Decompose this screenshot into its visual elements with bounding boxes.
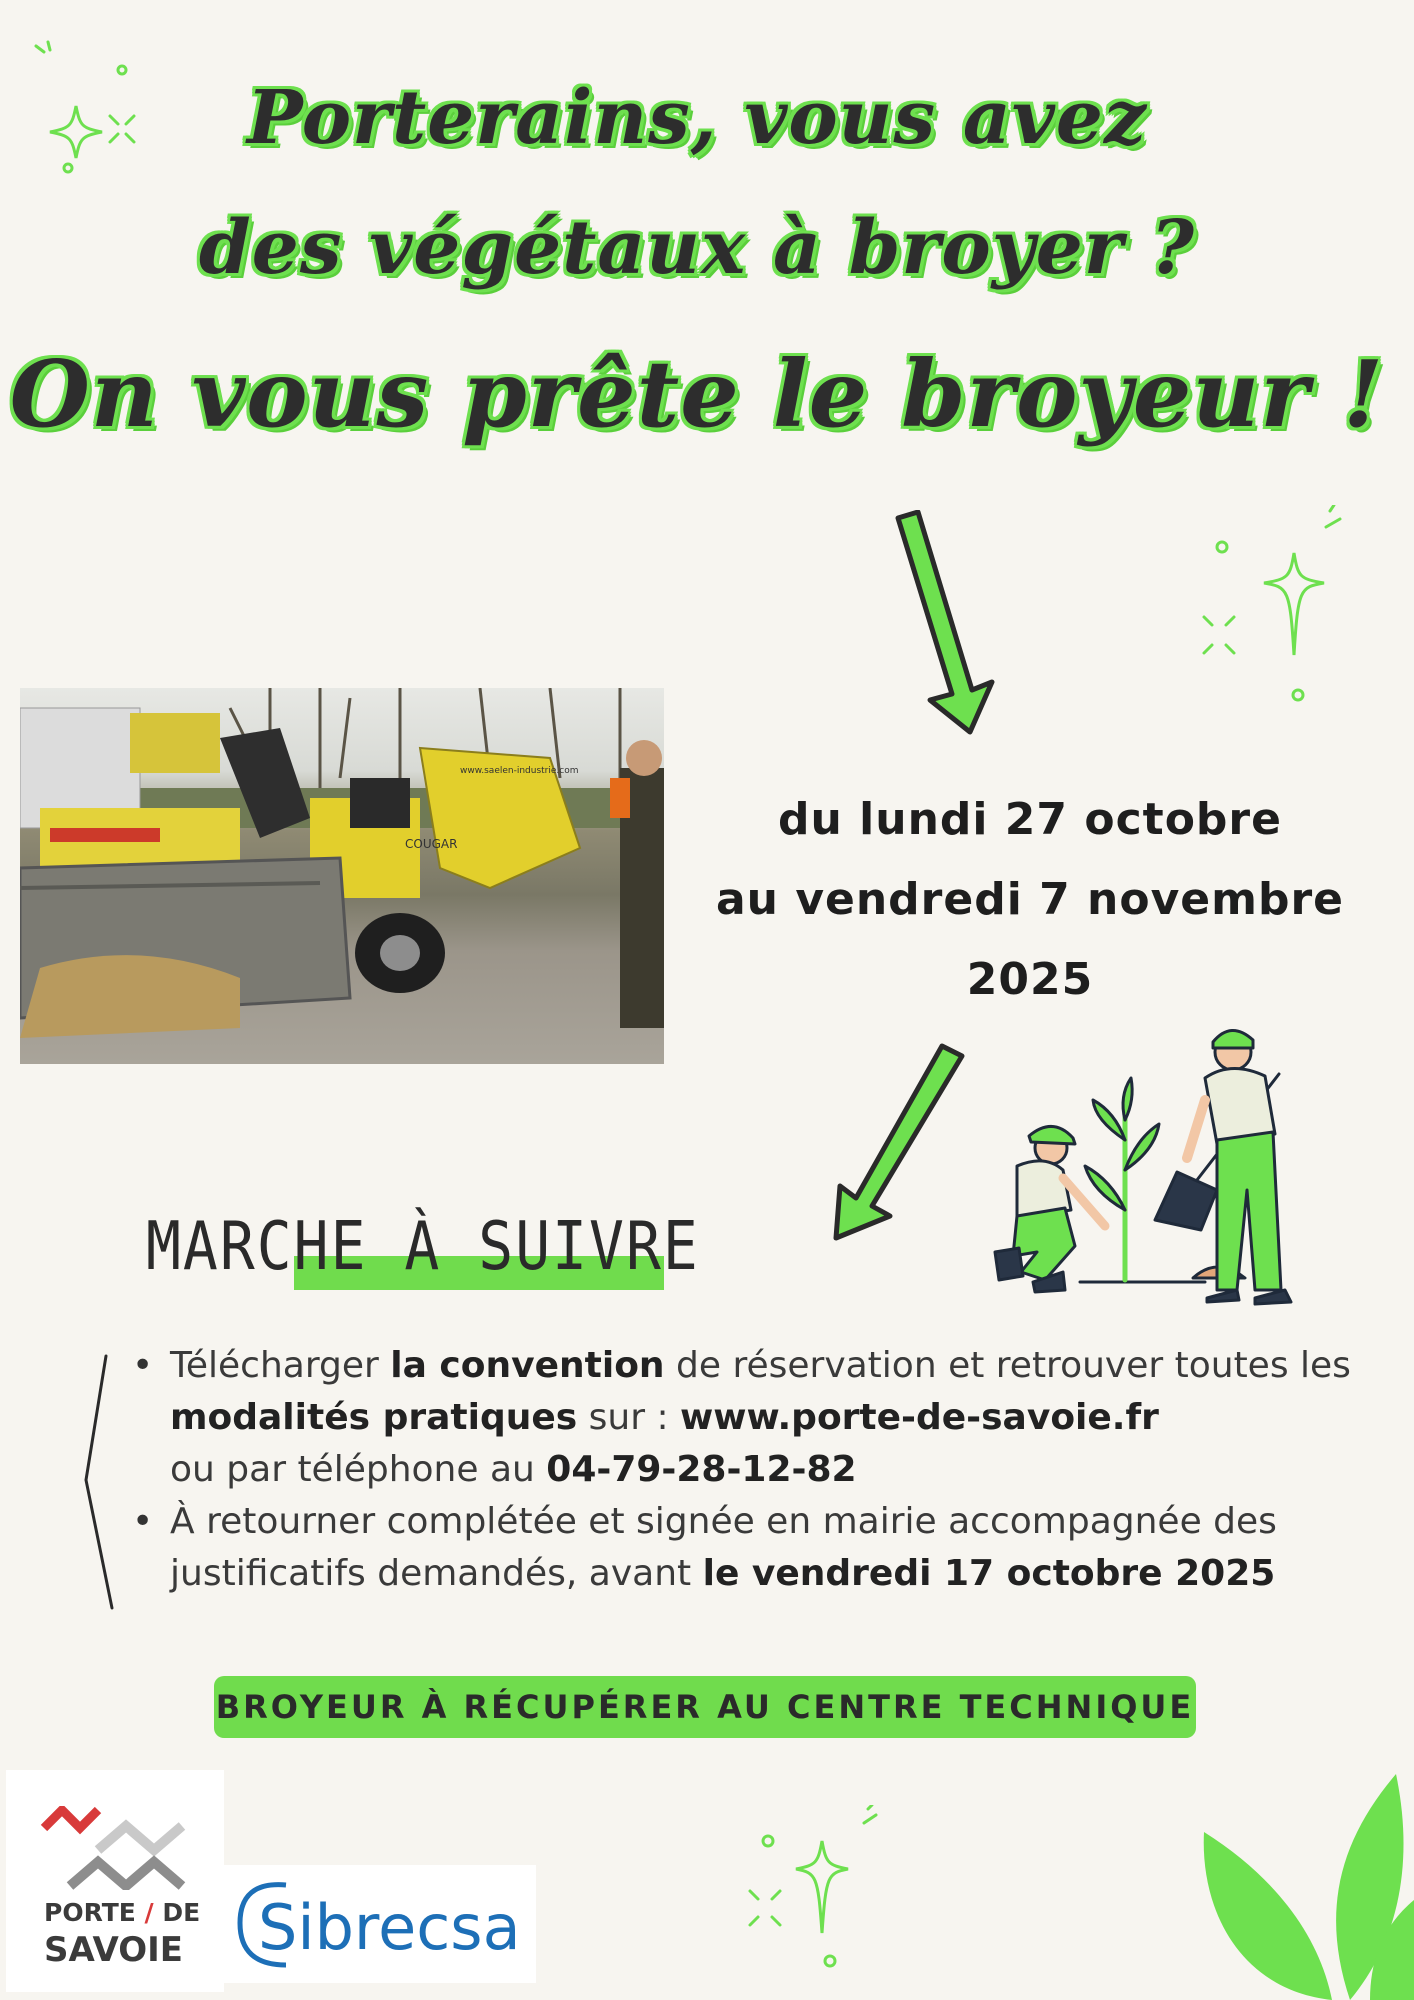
list-item: • Télécharger la convention de réservation et retrouver toutes les modalités pratiques sur : www.porte-de-savoie.fr ou par téléphone au 04-79-28-12-82	[132, 1340, 1362, 1496]
sibrecsa-wordmark: Sibrecsa	[258, 1891, 521, 1964]
instructions-list	[132, 1340, 1362, 1600]
chipper-brand: www.saelen-industrie.com	[460, 766, 579, 776]
title-line-1: Porterains, vous avez	[247, 75, 1147, 161]
logo-text-porte: PORTE	[44, 1898, 136, 1927]
logo-text-savoie: SAVOIE	[44, 1930, 183, 1970]
porte-de-savoie-emblem	[40, 1806, 200, 1890]
date-line-3: 2025	[966, 954, 1094, 1005]
date-line-1: du lundi 27 octobre	[778, 794, 1282, 845]
porte-de-savoie-logo: PORTE / DE SAVOIE	[6, 1770, 224, 1992]
list-item: • À retourner complétée et signée en mairie accompagnée des justificatifs demandés, avant le vendredi 17 octobre 2025	[132, 1496, 1362, 1600]
date-range	[680, 780, 1380, 1020]
pickup-banner: BROYEUR À RÉCUPÉRER AU CENTRE TECHNIQUE	[214, 1676, 1196, 1738]
sparkle-icon	[740, 1805, 890, 1975]
chipper-label: COUGAR	[405, 837, 458, 851]
date-line-2: au vendredi 7 novembre	[715, 874, 1344, 925]
leaves-decoration	[1200, 1770, 1414, 2000]
sparkle-icon	[1190, 505, 1360, 705]
phone-number[interactable]: 04-79-28-12-82	[546, 1449, 857, 1490]
arrow-down-icon	[880, 510, 1000, 740]
sibrecsa-logo	[220, 1865, 536, 1983]
gardeners-planting-illustration	[955, 1020, 1345, 1310]
section-heading: MARCHE À SUIVRE	[146, 1206, 700, 1286]
wood-chipper-photo	[20, 688, 664, 1064]
bracket-decoration	[78, 1352, 118, 1612]
title-line-2: des végétaux à broyer ?	[199, 205, 1195, 291]
logo-text-de: DE	[162, 1898, 201, 1927]
arrow-down-left-icon	[820, 1038, 970, 1248]
website-link[interactable]: www.porte-de-savoie.fr	[680, 1397, 1159, 1438]
title-line-3: On vous prête le broyeur !	[9, 340, 1385, 448]
